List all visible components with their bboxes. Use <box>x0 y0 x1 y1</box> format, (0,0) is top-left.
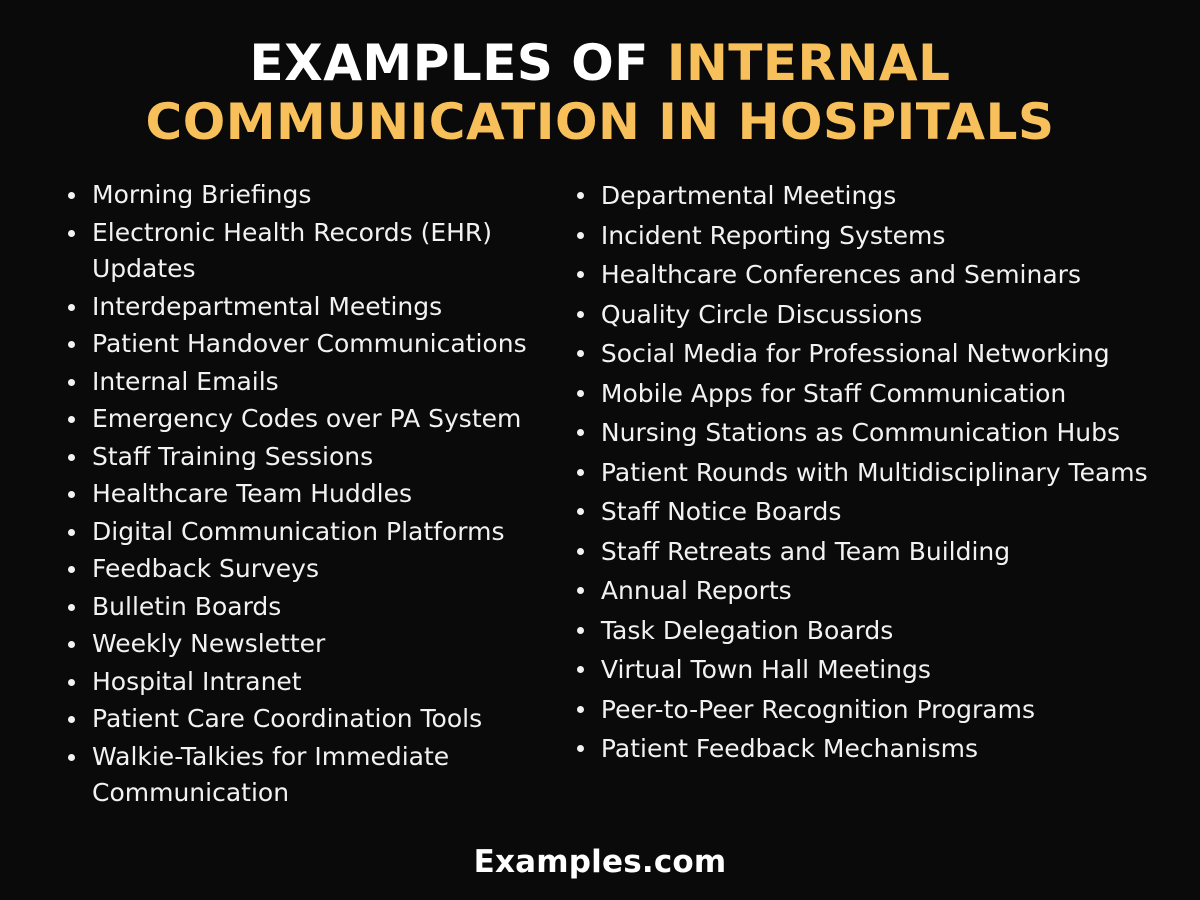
page-title <box>60 34 1140 151</box>
right-column <box>551 177 1160 838</box>
content-columns <box>40 177 1160 838</box>
list-item: Staff Training Sessions <box>62 439 551 476</box>
list-item: Healthcare Team Huddles <box>62 476 551 513</box>
left-column <box>40 177 551 838</box>
left-list <box>62 177 551 812</box>
title-line-2: COMMUNICATION IN HOSPITALS <box>145 92 1055 151</box>
list-item: Interdepartmental Meetings <box>62 289 551 326</box>
footer <box>40 838 1160 880</box>
list-item: Nursing Stations as Communication Hubs <box>571 414 1160 453</box>
list-item: Internal Emails <box>62 364 551 401</box>
list-item: Patient Feedback Mechanisms <box>571 730 1160 769</box>
list-item: Annual Reports <box>571 572 1160 611</box>
list-item: Incident Reporting Systems <box>571 217 1160 256</box>
list-item: Peer-to-Peer Recognition Programs <box>571 691 1160 730</box>
title-plain-part: EXAMPLES OF <box>249 34 667 92</box>
list-item: Task Delegation Boards <box>571 612 1160 651</box>
list-item: Staff Notice Boards <box>571 493 1160 532</box>
list-item: Quality Circle Discussions <box>571 296 1160 335</box>
title-accent-part-1: INTERNAL <box>666 34 951 92</box>
list-item: Patient Handover Communications <box>62 326 551 363</box>
list-item: Emergency Codes over PA System <box>62 401 551 438</box>
list-item: Digital Communication Platforms <box>62 514 551 551</box>
list-item: Patient Rounds with Multidisciplinary Teams <box>571 454 1160 493</box>
title-line-1 <box>60 34 1140 93</box>
list-item: Virtual Town Hall Meetings <box>571 651 1160 690</box>
list-item: Bulletin Boards <box>62 589 551 626</box>
list-item: Staff Retreats and Team Building <box>571 533 1160 572</box>
list-item: Morning Briefings <box>62 177 551 214</box>
list-item: Departmental Meetings <box>571 177 1160 216</box>
list-item: Weekly Newsletter <box>62 626 551 663</box>
list-item: Hospital Intranet <box>62 664 551 701</box>
list-item: Electronic Health Records (EHR) Updates <box>62 215 551 288</box>
brand-label: Examples.com <box>473 844 727 880</box>
list-item: Feedback Surveys <box>62 551 551 588</box>
list-item: Healthcare Conferences and Seminars <box>571 256 1160 295</box>
right-list <box>571 177 1160 769</box>
list-item: Social Media for Professional Networking <box>571 335 1160 374</box>
list-item: Walkie-Talkies for Immediate Communication <box>62 739 551 812</box>
list-item: Mobile Apps for Staff Communication <box>571 375 1160 414</box>
list-item: Patient Care Coordination Tools <box>62 701 551 738</box>
